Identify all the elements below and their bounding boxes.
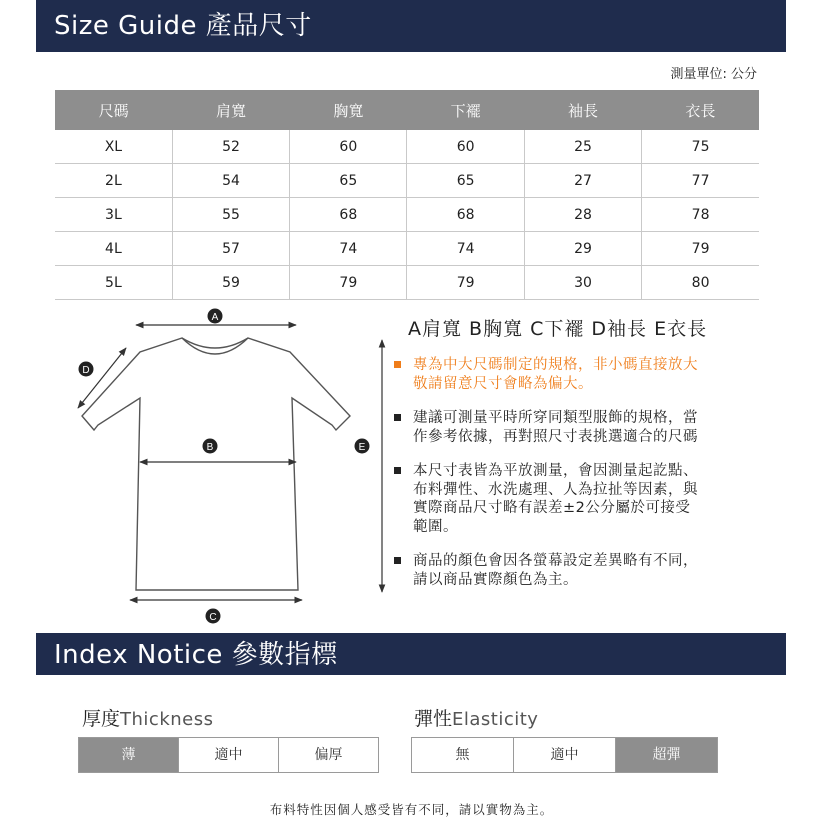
table-row [55, 198, 759, 232]
table-cell: 2L [55, 164, 172, 198]
svg-text:E: E [358, 442, 366, 453]
marker-d [79, 362, 94, 377]
table-cell: 28 [524, 198, 641, 232]
table-cell: 68 [290, 198, 407, 232]
marker-a [208, 309, 223, 324]
column-header: 胸寬 [290, 90, 407, 130]
size-guide-banner [36, 0, 786, 52]
table-cell: 79 [642, 232, 759, 266]
thickness-label-zh: 厚度 [82, 708, 121, 730]
table-row [55, 232, 759, 266]
tshirt-measurement-diagram [70, 300, 400, 630]
table-cell: 60 [407, 130, 524, 164]
table-cell: 55 [172, 198, 289, 232]
marker-c [206, 609, 221, 624]
table-cell: 59 [172, 266, 289, 300]
table-row [55, 164, 759, 198]
table-cell: 3L [55, 198, 172, 232]
table-cell: 74 [407, 232, 524, 266]
table-cell: 4L [55, 232, 172, 266]
notes-list [394, 356, 754, 605]
thickness-option-thick: 偏厚 [278, 738, 378, 772]
column-header: 下襬 [407, 90, 524, 130]
measurement-legend: A肩寬 B胸寬 C下襬 D袖長 E衣長 [408, 318, 708, 340]
tshirt-outline [82, 338, 350, 590]
table-cell: 80 [642, 266, 759, 300]
elasticity-option-none: 無 [455, 747, 470, 763]
svg-text:C: C [209, 612, 217, 623]
table-row [55, 130, 759, 164]
bullet-square-icon [394, 361, 401, 368]
table-cell: 79 [290, 266, 407, 300]
table-cell: 30 [524, 266, 641, 300]
index-notice-title: Index Notice 參數指標 [54, 640, 338, 670]
column-header: 尺碼 [55, 90, 172, 130]
table-cell: 57 [172, 232, 289, 266]
table-cell: 77 [642, 164, 759, 198]
svg-text:A: A [211, 312, 219, 323]
note-text: 本尺寸表皆為平放測量，會因測量起訖點、 布料彈性、水洗處理、人為拉扯等因素，與 實際商品尺寸略有誤差±2公分屬於可接受 範圍。 [413, 463, 698, 535]
elasticity-option-medium: 適中 [513, 738, 615, 772]
elasticity-label-zh: 彈性 [414, 708, 453, 730]
table-cell: 52 [172, 130, 289, 164]
column-header: 袖長 [524, 90, 641, 130]
table-cell: 29 [524, 232, 641, 266]
bullet-square-icon [394, 467, 401, 474]
column-header: 衣長 [642, 90, 759, 130]
table-row [55, 266, 759, 300]
note-item [394, 552, 754, 589]
table-cell: 78 [642, 198, 759, 232]
table-cell: 65 [407, 164, 524, 198]
elasticity-option-super: 超彈 [615, 738, 717, 772]
table-cell: 75 [642, 130, 759, 164]
table-cell: 60 [290, 130, 407, 164]
note-text: 專為中大尺碼制定的規格，非小碼直接放大 敬請留意尺寸會略為偏大。 [413, 357, 698, 392]
size-table-header [55, 90, 759, 130]
note-item [394, 409, 754, 446]
thickness-label-en: Thickness [120, 709, 214, 730]
table-cell: 5L [55, 266, 172, 300]
footer-disclaimer: 布料特性因個人感受皆有不同，請以實物為主。 [269, 802, 554, 817]
table-cell: 74 [290, 232, 407, 266]
note-item [394, 462, 754, 536]
svg-text:D: D [82, 365, 90, 376]
index-notice-banner [36, 633, 786, 675]
elasticity-label-en: Elasticity [452, 709, 539, 730]
size-table [55, 90, 759, 300]
table-cell: XL [55, 130, 172, 164]
note-text: 商品的顏色會因各螢幕設定差異略有不同， 請以商品實際顏色為主。 [413, 553, 698, 588]
note-item [394, 356, 754, 393]
column-header: 肩寬 [172, 90, 289, 130]
table-cell: 68 [407, 198, 524, 232]
table-cell: 27 [524, 164, 641, 198]
table-cell: 65 [290, 164, 407, 198]
table-cell: 54 [172, 164, 289, 198]
thickness-option-medium: 適中 [178, 738, 278, 772]
note-text: 建議可測量平時所穿同類型服飾的規格，當 作參考依據，再對照尺寸表挑選適合的尺碼 [413, 410, 698, 445]
bullet-square-icon [394, 557, 401, 564]
thickness-scale [78, 737, 379, 773]
elasticity-label [414, 704, 538, 731]
elasticity-scale [411, 737, 718, 773]
marker-b [203, 439, 218, 454]
thickness-option-thin: 薄 [79, 738, 178, 772]
measurement-unit: 測量單位: 公分 [670, 67, 757, 82]
table-cell: 25 [524, 130, 641, 164]
marker-e [355, 439, 370, 454]
svg-text:B: B [206, 442, 214, 453]
thickness-label [82, 704, 213, 731]
bullet-square-icon [394, 414, 401, 421]
size-guide-title: Size Guide 產品尺寸 [54, 11, 312, 41]
table-cell: 79 [407, 266, 524, 300]
